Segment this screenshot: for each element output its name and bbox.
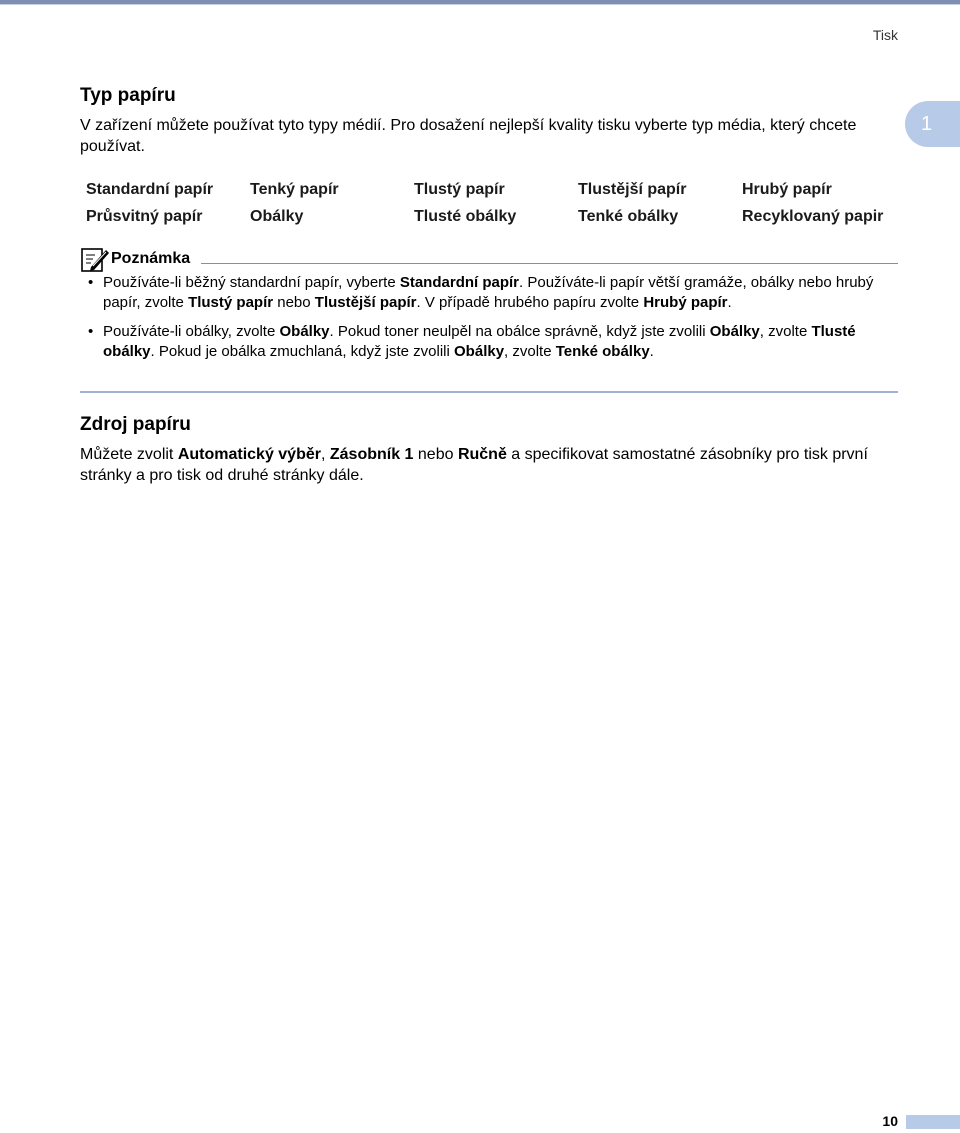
media-type-item: Recyklovaný papir <box>742 208 884 225</box>
running-header: Tisk <box>872 27 898 43</box>
note-bottom-rule <box>80 391 898 393</box>
paper-source-text: Můžete zvolit Automatický výběr, Zásobník 1 nebo Ručně a specifikovat samostatné zásobníky pro tisk první stránky a pro tisk od druhé stránky dále. <box>80 446 868 484</box>
page-number: 10 <box>882 1113 898 1129</box>
media-type-item: Standardní papír <box>86 181 214 198</box>
media-type-item: Tenký papír <box>250 181 339 198</box>
section-heading-paper-type: Typ papíru <box>80 85 176 106</box>
media-type-item: Tenké obálky <box>578 208 679 225</box>
bullet: • <box>88 274 94 291</box>
bullet: • <box>88 323 94 340</box>
note-top-rule <box>201 263 898 264</box>
note-title: Poznámka <box>111 250 191 267</box>
top-rule-shadow <box>0 4 960 5</box>
note-list-item: • Používáte-li obálky, zvolte Obálky. Pokud toner neulpěl na obálce správně, když jste zvolili Obálky, zvolte Tlusté obálky. Pokud je obálka zmuchlaná, když jste zvolili Obálky, zvolte Tenké obálky. <box>88 323 856 360</box>
chapter-tab: 1 <box>905 101 960 147</box>
media-type-item: Tlustý papír <box>414 181 505 198</box>
page-number-tab <box>906 1115 960 1129</box>
media-type-grid <box>86 179 906 233</box>
note-list <box>88 273 898 371</box>
pencil-note-icon <box>80 244 110 274</box>
note-header <box>80 244 898 274</box>
media-type-item: Průsvitný papír <box>86 208 203 225</box>
media-type-item: Hrubý papír <box>742 181 832 198</box>
section-heading-paper-source: Zdroj papíru <box>80 414 191 435</box>
paper-type-intro: V zařízení můžete používat tyto typy médií. Pro dosažení nejlepší kvality tisku vyberte typ média, který chcete používat. <box>80 117 857 155</box>
media-type-item: Tlusté obálky <box>414 208 517 225</box>
media-type-item: Obálky <box>250 208 304 225</box>
note-list-item: • Používáte-li běžný standardní papír, vyberte Standardní papír. Používáte-li papír větší gramáže, obálky nebo hrubý papír, zvolte Tlustý papír nebo Tlustější papír. V případě hrubého papíru zvolte Hrubý papír. <box>88 274 874 311</box>
media-type-item: Tlustější papír <box>578 181 687 198</box>
